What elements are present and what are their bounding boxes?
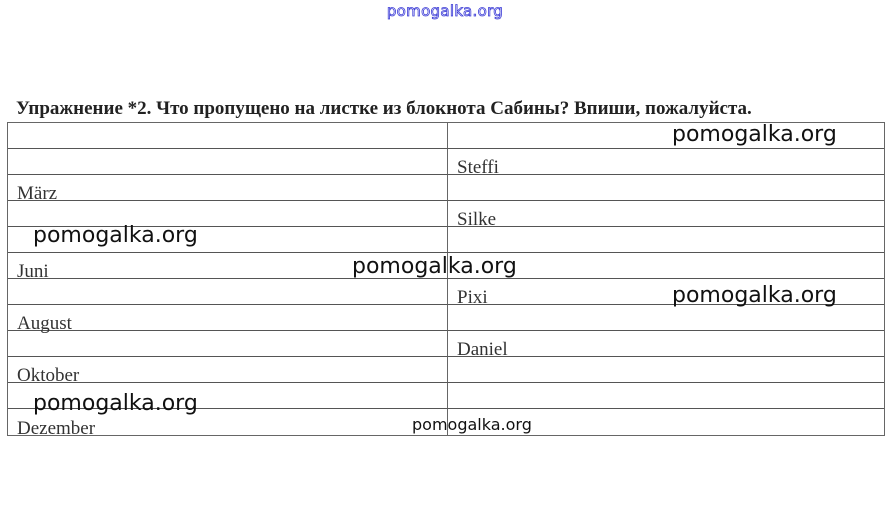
watermark: pomogalka.org [33, 391, 198, 416]
table-cell-left-2 [8, 149, 448, 175]
table-cell-right-4: Silke [448, 201, 884, 227]
exercise-title: Упражнение *2. Что пропущено на листке из блокнота Сабины? Впиши, пожалуйста. [16, 98, 752, 119]
watermark: pomogalka.org [672, 283, 837, 308]
table-cell-left-12: Dezember [8, 409, 448, 435]
table-cell-right-2: Steffi [448, 149, 884, 175]
table-cell-right-11 [448, 383, 884, 409]
table-cell-right-5 [448, 227, 884, 253]
table-cell-left-10: Oktober [8, 357, 448, 383]
watermark: pomogalka.org [352, 254, 517, 279]
table-cell-left-1 [8, 123, 448, 149]
table-cell-left-8: August [8, 305, 448, 331]
watermark: pomogalka.org [412, 415, 532, 434]
watermark: pomogalka.org [33, 223, 198, 248]
table-cell-right-7: Pixi [448, 279, 884, 305]
table-cell-right-9: Daniel [448, 331, 884, 357]
notebook-table [7, 122, 885, 439]
table-cell-right-10 [448, 357, 884, 383]
table-cell-right-3 [448, 175, 884, 201]
table-cell-left-9 [8, 331, 448, 357]
table-cell-right-8 [448, 305, 884, 331]
table-cell-left-6: Juni [8, 253, 448, 279]
watermark: pomogalka.org [672, 122, 837, 147]
site-watermark-top: pomogalka.org [386, 2, 504, 20]
table-cell-left-7 [8, 279, 448, 305]
table-cell-left-3: März [8, 175, 448, 201]
